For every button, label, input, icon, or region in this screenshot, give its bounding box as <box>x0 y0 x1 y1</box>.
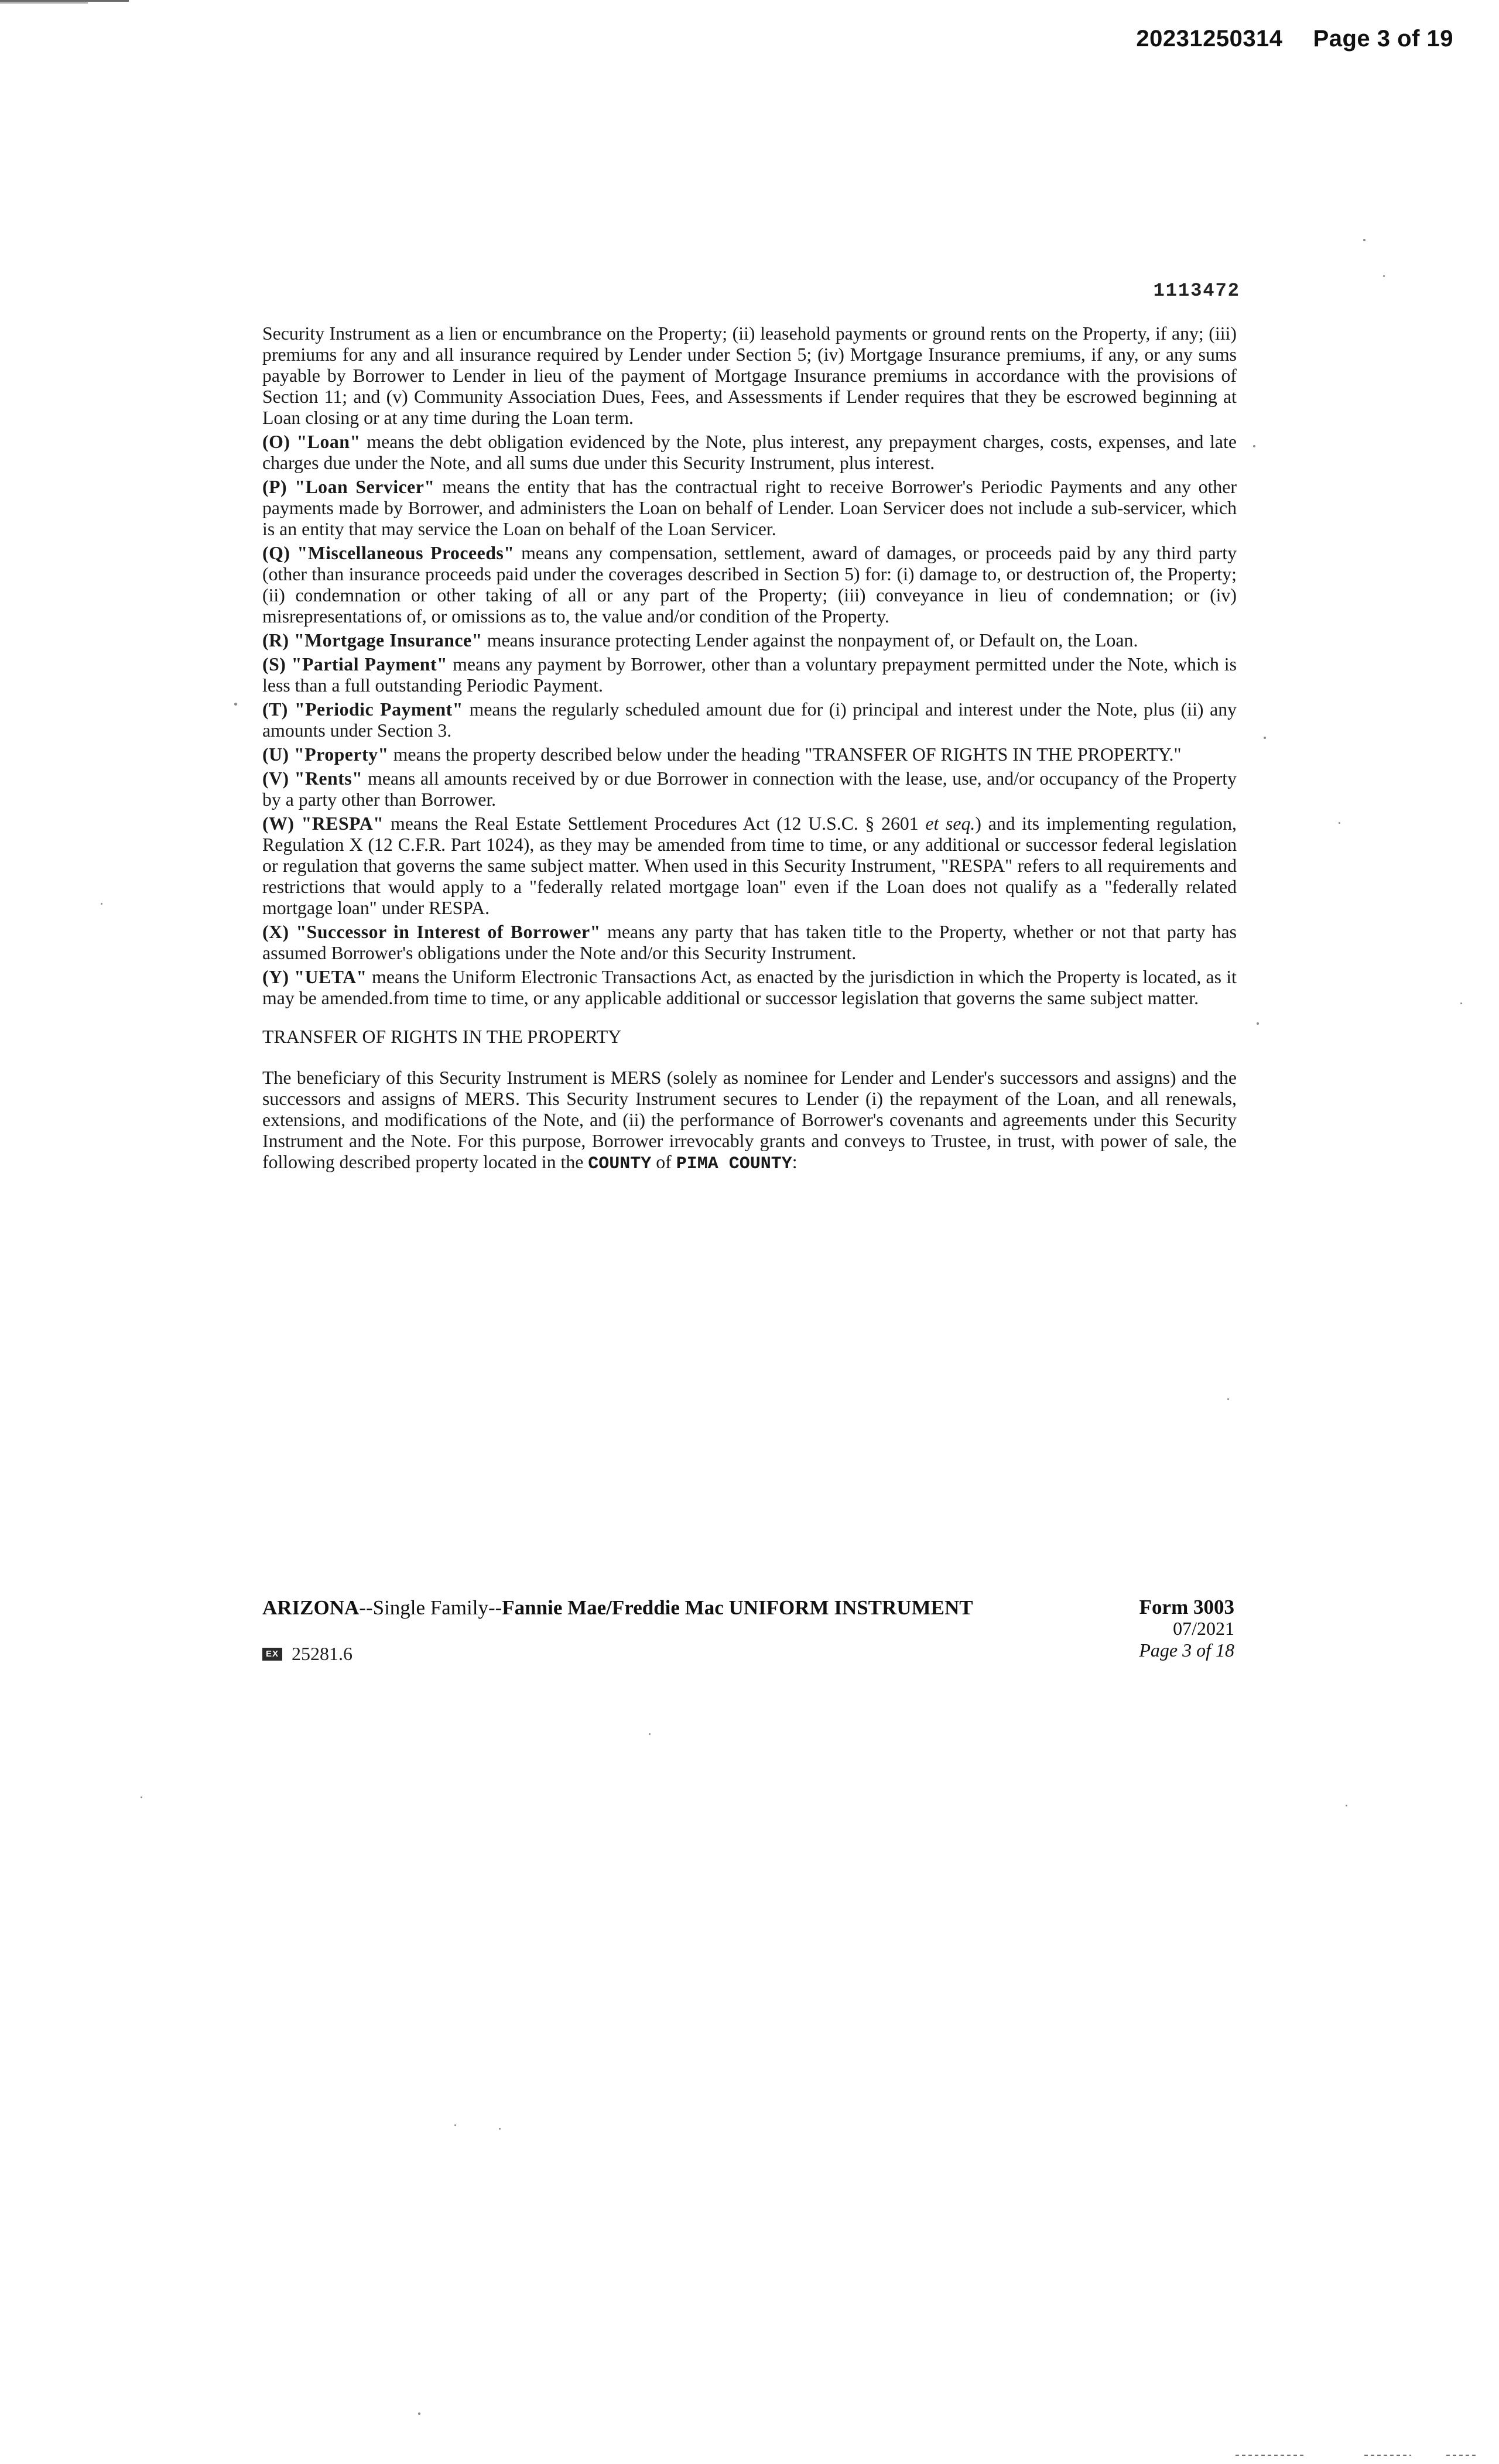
form-info <box>1139 1596 1234 1661</box>
definition-label: (W) "RESPA" <box>262 813 384 834</box>
scan-speck <box>1227 1398 1229 1400</box>
scan-speck <box>1383 275 1385 277</box>
scan-speck <box>454 2124 456 2126</box>
intro-paragraph: Security Instrument as a lien or encumbrance on the Property; (ii) leasehold payments or ground rents on the Property, if any; (iii) premiums for any and all insurance required by Lender under Section 5; (iv) Mortgage Insurance premiums, if any, or any sums payable by Borrower to Lender in lieu of the payment of Mortgage Insurance premiums in accordance with the provisions of Section 11; and (v) Community Association Dues, Fees, and Assessments if Lender requires that they be escrowed beginning at Loan closing or at any time during the Loan term. <box>262 323 1237 428</box>
definition-text: means the Real Estate Settlement Procedures Act (12 U.S.C. § 2601 <box>384 813 926 834</box>
definition-text: means the regularly scheduled amount due for (i) principal and interest under the Note, plus (ii) any amounts under Section 3. <box>262 699 1237 741</box>
definition-periodic-payment <box>262 699 1237 741</box>
definition-property <box>262 744 1237 765</box>
definition-mortgage-insurance <box>262 630 1237 651</box>
definition-text: means the entity that has the contractual right to receive Borrower's Periodic Payments and any other payments made by Borrower, and administers the Loan on behalf of Lender. Loan Servicer does not include a sub-servicer, which is an entity that may service the Loan on behalf of the Loan Servicer. <box>262 477 1237 539</box>
scan-speck <box>1460 1002 1462 1004</box>
document-id: 1113472 <box>1153 280 1240 302</box>
scan-speck <box>499 2128 501 2130</box>
definition-text-continued: ) and its implementing regulation, Regulation X (12 C.F.R. Part 1024), as they may be amended from time to time, or any additional or successor federal legislation or regulation that governs the same subject matter. When used in this Security Instrument, "RESPA" refers to all requirements and restrictions that would apply to a "federally related mortgage loan" even if the Loan does not qualify as a "federally related mortgage loan" under RESPA. <box>262 813 1237 918</box>
recording-header <box>1136 26 1453 52</box>
definition-successor-in-interest <box>262 922 1237 964</box>
definition-label: (X) "Successor in Interest of Borrower" <box>262 922 601 942</box>
definition-ueta <box>262 967 1237 1009</box>
ex-logo-icon: EX <box>262 1648 282 1661</box>
scan-speck <box>1257 1022 1259 1025</box>
recording-page-label: Page 3 of 19 <box>1313 26 1453 52</box>
definition-text: means the debt obligation evidenced by the Note, plus interest, any prepayment charges, costs, expenses, and late charges due under the Note, and all sums due under this Security Instrument, plus interest. <box>262 432 1237 473</box>
scan-speck <box>101 903 102 905</box>
definition-text: means the Uniform Electronic Transactions Act, as enacted by the jurisdiction in which the Property is located, as it may be amended.from time to time, or any applicable additional or successor legislation that governs the same subject matter. <box>262 967 1237 1008</box>
form-code-number: 25281.6 <box>292 1643 352 1664</box>
definition-text: means insurance protecting Lender against the nonpayment of, or Default on, the Loan. <box>482 630 1138 651</box>
scan-speck <box>141 1796 142 1798</box>
definition-label: (O) "Loan" <box>262 432 361 452</box>
definition-label: (Y) "UETA" <box>262 967 367 987</box>
scan-speck <box>1346 1805 1347 1806</box>
definition-label: (V) "Rents" <box>262 768 363 789</box>
definition-label: (S) "Partial Payment" <box>262 654 448 675</box>
definition-loan <box>262 432 1237 474</box>
form-type: --Single Family-- <box>359 1596 502 1619</box>
county-label: COUNTY <box>588 1154 652 1174</box>
definition-text: means any party that has taken title to the Property, whether or not that party has assumed Borrower's obligations under the Note and/or this Security Instrument. <box>262 922 1237 963</box>
definition-loan-servicer <box>262 477 1237 540</box>
scan-speck <box>418 2412 420 2415</box>
scan-speck <box>1363 239 1365 241</box>
form-state: ARIZONA <box>262 1596 360 1619</box>
section-heading-transfer: TRANSFER OF RIGHTS IN THE PROPERTY <box>262 1026 622 1047</box>
definition-rents <box>262 768 1237 810</box>
scan-dash <box>1364 2455 1411 2456</box>
definition-label: (U) "Property" <box>262 744 389 765</box>
definition-text: means the property described below under the heading "TRANSFER OF RIGHTS IN THE PROPERTY." <box>388 744 1182 765</box>
et-seq: et seq. <box>925 813 976 834</box>
transfer-paragraph <box>262 1067 1237 1175</box>
scan-speck <box>1253 445 1255 447</box>
scan-dash <box>1446 2455 1476 2456</box>
form-instrument-title: Fannie Mae/Freddie Mac UNIFORM INSTRUMENT <box>502 1596 973 1619</box>
definition-respa <box>262 813 1237 919</box>
definition-text: means all amounts received by or due Borrower in connection with the lease, use, and/or occupancy of the Property by a party other than Borrower. <box>262 768 1237 810</box>
definition-label: (R) "Mortgage Insurance" <box>262 630 482 651</box>
definition-label: (Q) "Miscellaneous Proceeds" <box>262 543 515 563</box>
top-edge-rule-2 <box>0 2 88 4</box>
scan-speck <box>1264 737 1266 739</box>
definition-text: means any compensation, settlement, award of damages, or proceeds paid by any third party (other than insurance proceeds paid under the coverages described in Section 5) for: (i) damage to, or destruction of, the Property; (ii) condemnation or other taking of all or any part of the Property; (iii) conveyance in lieu of condemnation; or (iv) misrepresentations of, or omissions as to, the value and/or condition of the Property. <box>262 543 1237 627</box>
scan-dash <box>1236 2455 1306 2456</box>
form-number: Form 3003 <box>1139 1596 1234 1618</box>
definition-label: (P) "Loan Servicer" <box>262 477 435 497</box>
county-of: of <box>651 1152 676 1172</box>
definition-label: (T) "Periodic Payment" <box>262 699 463 720</box>
form-code <box>262 1643 352 1665</box>
scan-speck <box>649 1733 651 1735</box>
county-end: : <box>792 1152 798 1172</box>
form-date: 07/2021 <box>1173 1618 1234 1639</box>
document-body <box>262 323 1237 1178</box>
transfer-text: The beneficiary of this Security Instrument is MERS (solely as nominee for Lender and Lender's successors and assigns) and the successors and assigns of MERS. This Security Instrument secures to Lender (i) the repayment of the Loan, and all renewals, extensions, and modifications of the Note, and (ii) the performance of Borrower's covenants and agreements under this Security Instrument and the Note. For this purpose, Borrower irrevocably grants and conveys to Trustee, in trust, with power of sale, the following described property located in the <box>262 1067 1237 1172</box>
definition-partial-payment <box>262 654 1237 696</box>
form-title <box>262 1596 973 1620</box>
form-page: Page 3 of 18 <box>1139 1640 1234 1661</box>
scan-speck <box>1339 822 1340 824</box>
definition-text: means any payment by Borrower, other than a voluntary prepayment permitted under the Note, which is less than a full outstanding Periodic Payment. <box>262 654 1237 696</box>
definition-miscellaneous-proceeds <box>262 543 1237 627</box>
county-name: PIMA COUNTY <box>676 1154 792 1174</box>
top-edge-rule <box>0 0 129 2</box>
recording-number: 20231250314 <box>1136 26 1283 52</box>
scan-speck <box>234 703 237 706</box>
